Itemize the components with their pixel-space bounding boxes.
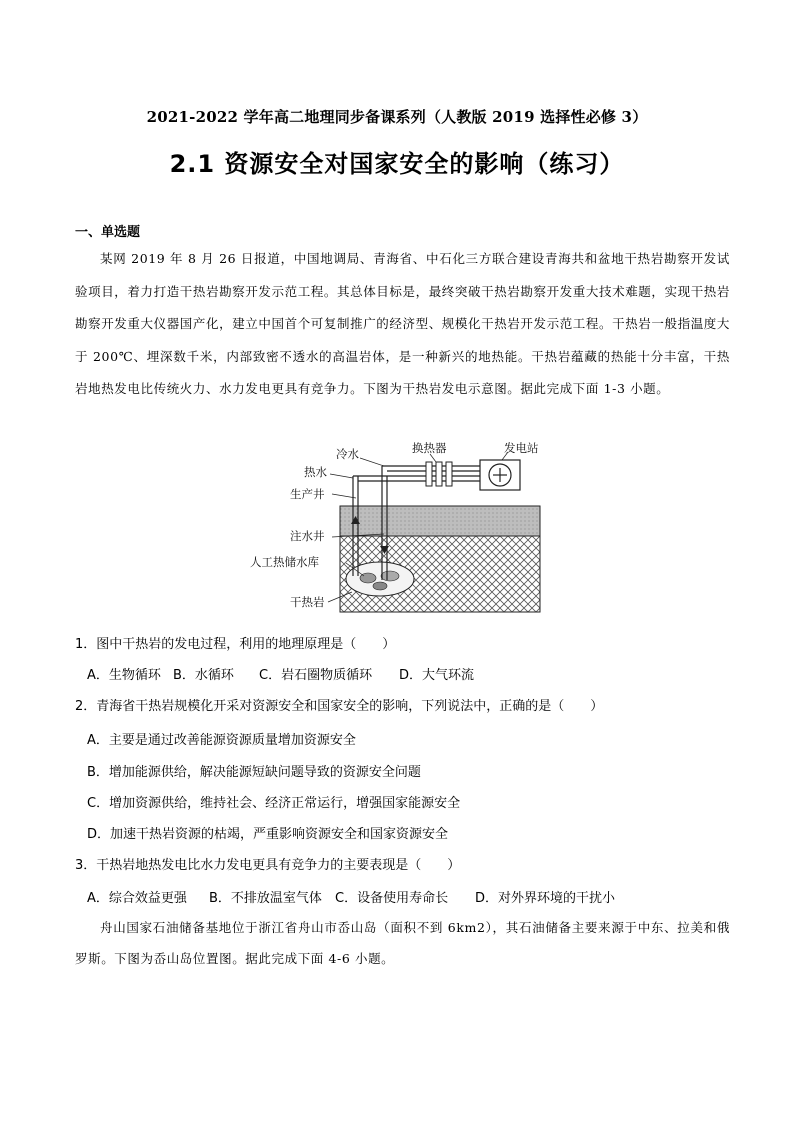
label-production-well: 生产井 xyxy=(290,487,325,501)
question-1-options xyxy=(87,664,474,683)
section-heading: 一、单选题 xyxy=(75,225,141,240)
page-title: 2.1 资源安全对国家安全的影响（练习） xyxy=(169,150,625,178)
heat-exchanger-box xyxy=(426,462,432,486)
q1-option-d[interactable]: D．大气环流 xyxy=(399,668,475,683)
q1-option-c[interactable]: C．岩石圈物质循环 xyxy=(259,668,373,683)
series-header: 2021-2022 学年高二地理同步备课系列（人教版 2019 选择性必修 3） xyxy=(146,108,648,126)
q2-option-d[interactable]: D．加速干热岩资源的枯竭，严重影响资源安全和国家资源安全 xyxy=(87,827,449,842)
label-cold-water: 冷水 xyxy=(336,447,359,461)
q2-option-c[interactable]: C．增加资源供给，维持社会、经济正常运行，增强国家能源安全 xyxy=(87,796,461,811)
q3-option-b[interactable]: B．不排放温室气体 xyxy=(209,891,322,906)
ground-surface-layer xyxy=(340,506,540,536)
label-power-station: 发电站 xyxy=(504,441,539,455)
q2-option-b[interactable]: B．增加能源供给，解决能源短缺问题导致的资源安全问题 xyxy=(87,765,421,780)
q3-option-d[interactable]: D．对外界环境的干扰小 xyxy=(475,891,616,906)
question-3-options xyxy=(87,887,615,906)
question-3-stem: 3．干热岩地热发电比水力发电更具有竞争力的主要表现是（ ） xyxy=(75,858,461,873)
reading-passage-2: 舟山国家石油储备基地位于浙江省舟山市岙山岛（面积不到 6km2），其石油储备主要来源于中东、拉美和俄罗斯。下图为岙山岛位置图。据此完成下面 4-6 小题。 xyxy=(75,920,730,966)
q2-option-a[interactable]: A．主要是通过改善能源资源质量增加资源安全 xyxy=(87,733,356,748)
label-hot-dry-rock: 干热岩 xyxy=(290,595,325,609)
q1-option-a[interactable]: A．生物循环 xyxy=(87,668,161,683)
q3-option-c[interactable]: C．设备使用寿命长 xyxy=(335,891,449,906)
q3-option-a[interactable]: A．综合效益更强 xyxy=(87,891,187,906)
question-2-stem: 2．青海省干热岩规模化开采对资源安全和国家安全的影响，下列说法中，正确的是（ ） xyxy=(75,699,604,714)
label-reservoir: 人工热储水库 xyxy=(250,555,319,569)
reservoir-ellipse xyxy=(346,562,414,596)
reading-passage-1: 某网 2019 年 8 月 26 日报道，中国地调局、青海省、中石化三方联合建设青海共和盆地干热岩勘察开发试验项目，着力打造干热岩勘察开发示范工程。其总体目标是，最终突破干热岩勘察开发重大技术难题，实现干热岩勘察开发重大仪器国产化，建立中国首个可复制推广的经济型、规模化干热岩开发示范工程。干热岩一般指温度大于 200℃、埋深数千米，内部致密不透水的高温岩体，是一种新兴的地热能。干热岩蕴藏的热能十分丰富，干热岩地热发电比传统火力、水力发电更具有竞争力。下图为干热岩发电示意图。据此完成下面 1-3 小题。 xyxy=(75,251,731,396)
label-heat-exchanger: 换热器 xyxy=(412,441,447,455)
question-1-stem: 1．图中干热岩的发电过程，利用的地理原理是（ ） xyxy=(75,637,396,652)
label-hot-water: 热水 xyxy=(304,465,327,479)
label-injection-well: 注水井 xyxy=(290,529,325,543)
hot-dry-rock-diagram xyxy=(240,436,560,620)
q1-option-b[interactable]: B．水循环 xyxy=(173,668,234,683)
